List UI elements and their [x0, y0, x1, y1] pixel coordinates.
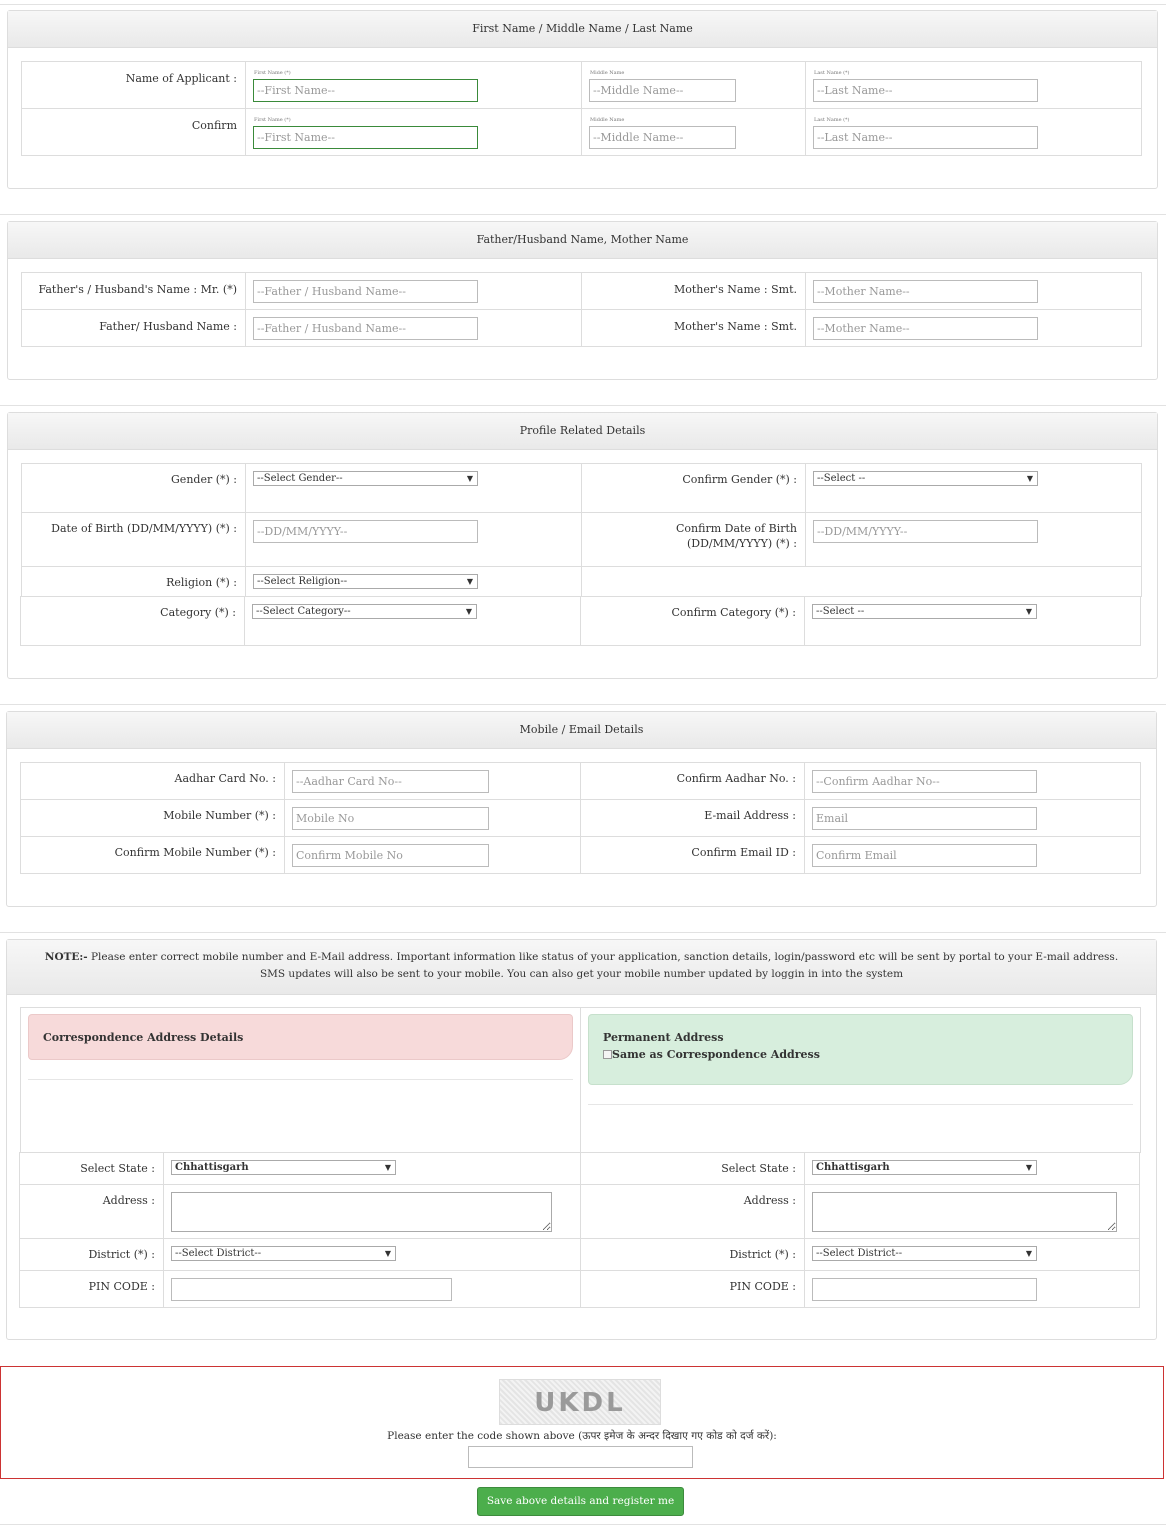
- note-label: NOTE:-: [44, 951, 88, 963]
- pin-label: PIN CODE :: [88, 1280, 155, 1293]
- confirm-last-name-input[interactable]: [813, 126, 1038, 149]
- dob-label: Date of Birth (DD/MM/YYYY) (*) :: [51, 522, 237, 535]
- confirm-category-select[interactable]: --Select -- ▼: [812, 604, 1037, 619]
- state-label: Select State :: [721, 1162, 796, 1175]
- mother-name-input[interactable]: [813, 280, 1038, 303]
- permanent-address-input[interactable]: [812, 1192, 1117, 1232]
- address-table: [19, 1152, 1140, 1308]
- same-as-checkbox[interactable]: [603, 1050, 612, 1059]
- section-title: Mobile / Email Details: [7, 712, 1156, 749]
- divider: [0, 1524, 1166, 1525]
- divider: [0, 405, 1166, 406]
- gender-label: Gender (*) :: [171, 473, 237, 486]
- confirm-gender-label: Confirm Gender (*) :: [682, 473, 797, 486]
- correspondence-title: Correspondence Address Details: [43, 1031, 244, 1044]
- confirm-category-label: Confirm Category (*) :: [671, 606, 796, 619]
- divider: [0, 214, 1166, 215]
- address-label: Address :: [102, 1194, 155, 1207]
- correspondence-header: [28, 1014, 573, 1060]
- address-label: Address :: [743, 1194, 796, 1207]
- chevron-down-icon: ▼: [1025, 607, 1032, 616]
- captcha-box: [0, 1366, 1164, 1479]
- religion-select[interactable]: --Select Religion-- ▼: [253, 574, 478, 589]
- email-label: E-mail Address :: [704, 809, 796, 822]
- gender-select[interactable]: --Select Gender-- ▼: [253, 471, 478, 486]
- permanent-title: Permanent Address: [603, 1031, 724, 1044]
- divider: [28, 1079, 573, 1080]
- last-name-caption: Last Name (*): [814, 117, 850, 123]
- note-box: [7, 940, 1156, 995]
- father-name-input[interactable]: [253, 280, 478, 303]
- confirm-mobile-label: Confirm Mobile Number (*) :: [114, 846, 276, 859]
- confirm-aadhar-input[interactable]: [812, 770, 1037, 793]
- correspondence-pin-input[interactable]: [171, 1278, 452, 1301]
- middle-name-caption: Middle Name: [590, 117, 625, 123]
- applicant-name-label: Name of Applicant :: [125, 72, 237, 85]
- pin-label: PIN CODE :: [729, 1280, 796, 1293]
- correspondence-address-input[interactable]: [171, 1192, 552, 1232]
- category-select[interactable]: --Select Category-- ▼: [252, 604, 477, 619]
- chevron-down-icon: ▼: [466, 577, 473, 586]
- father-name-label: Father's / Husband's Name : Mr. (*): [38, 283, 237, 296]
- permanent-header: [588, 1014, 1133, 1085]
- contact-table: [20, 762, 1141, 874]
- confirm-aadhar-label: Confirm Aadhar No. :: [676, 772, 796, 785]
- divider: [0, 4, 1166, 5]
- permanent-pin-input[interactable]: [812, 1278, 1037, 1301]
- chevron-down-icon: ▼: [1025, 1249, 1032, 1258]
- confirm-dob-label: Confirm Date of Birth (DD/MM/YYYY) (*) :: [675, 522, 797, 550]
- first-name-caption: First Name (*): [254, 70, 291, 76]
- mobile-label: Mobile Number (*) :: [163, 809, 276, 822]
- confirm-mother-name-label: Mother's Name : Smt.: [673, 320, 797, 333]
- email-input[interactable]: [812, 807, 1037, 830]
- same-as-row: [603, 1048, 1132, 1061]
- same-as-label: Same as Correspondence Address: [612, 1048, 820, 1061]
- last-name-caption: Last Name (*): [814, 70, 850, 76]
- captcha-prompt: Please enter the code shown above (ऊपर इमेज के अन्दर दिखाए गए कोड को दर्ज करें):: [387, 1430, 777, 1442]
- chevron-down-icon: ▼: [465, 607, 472, 616]
- chevron-down-icon: ▼: [1026, 474, 1033, 483]
- captcha-code: UKDL: [534, 1388, 626, 1418]
- parent-table: [21, 272, 1142, 347]
- confirm-middle-name-input[interactable]: [589, 126, 736, 149]
- chevron-down-icon: ▼: [384, 1249, 391, 1258]
- divider: [588, 1104, 1133, 1105]
- section-title: Father/Husband Name, Mother Name: [8, 222, 1157, 259]
- mother-name-label: Mother's Name : Smt.: [673, 283, 797, 296]
- confirm-mother-name-input[interactable]: [813, 317, 1038, 340]
- divider: [0, 704, 1166, 705]
- divider: [0, 932, 1166, 933]
- save-register-button[interactable]: Save above details and register me: [477, 1487, 684, 1516]
- aadhar-input[interactable]: [292, 770, 489, 793]
- divider: [580, 1007, 581, 1153]
- religion-label: Religion (*) :: [166, 576, 237, 589]
- aadhar-label: Aadhar Card No. :: [174, 772, 276, 785]
- section-title: Profile Related Details: [8, 413, 1157, 450]
- district-label: District (*) :: [729, 1248, 796, 1261]
- permanent-state-select[interactable]: Chhattisgarh ▼: [812, 1160, 1037, 1175]
- confirm-father-name-input[interactable]: [253, 317, 478, 340]
- last-name-input[interactable]: [813, 79, 1038, 102]
- middle-name-caption: Middle Name: [590, 70, 625, 76]
- category-table: [20, 596, 1141, 646]
- captcha-input[interactable]: [468, 1446, 693, 1468]
- chevron-down-icon: ▼: [1025, 1162, 1032, 1172]
- confirm-gender-select[interactable]: --Select -- ▼: [813, 471, 1038, 486]
- district-label: District (*) :: [88, 1248, 155, 1261]
- confirm-email-input[interactable]: [812, 844, 1037, 867]
- captcha-image: [499, 1379, 661, 1425]
- confirm-mobile-input[interactable]: [292, 844, 489, 867]
- correspondence-district-select[interactable]: --Select District-- ▼: [171, 1246, 396, 1261]
- chevron-down-icon: ▼: [466, 474, 473, 483]
- confirm-dob-input[interactable]: [813, 520, 1038, 543]
- profile-table: [21, 463, 1142, 597]
- middle-name-input[interactable]: [589, 79, 736, 102]
- name-table: [21, 61, 1142, 156]
- permanent-district-select[interactable]: --Select District-- ▼: [812, 1246, 1037, 1261]
- dob-input[interactable]: [253, 520, 478, 543]
- first-name-caption: First Name (*): [254, 117, 291, 123]
- note-text: Please enter correct mobile number and E-Mail address. Important information like status of your application, sanction details, login/password etc will be sent by portal to your E-mail address. SMS updates will also be sent to your mobile. You can also get your mobile number updated by loggin in into the system: [87, 951, 1119, 980]
- chevron-down-icon: ▼: [384, 1162, 391, 1172]
- confirm-first-name-input[interactable]: [253, 126, 478, 149]
- confirm-father-name-label: Father/ Husband Name :: [99, 320, 237, 333]
- confirm-email-label: Confirm Email ID :: [691, 846, 796, 859]
- state-label: Select State :: [80, 1162, 155, 1175]
- confirm-name-label: Confirm: [191, 119, 237, 132]
- first-name-input[interactable]: [253, 79, 478, 102]
- section-title: First Name / Middle Name / Last Name: [8, 11, 1157, 48]
- mobile-input[interactable]: [292, 807, 489, 830]
- category-label: Category (*) :: [160, 606, 236, 619]
- correspondence-state-select[interactable]: Chhattisgarh ▼: [171, 1160, 396, 1175]
